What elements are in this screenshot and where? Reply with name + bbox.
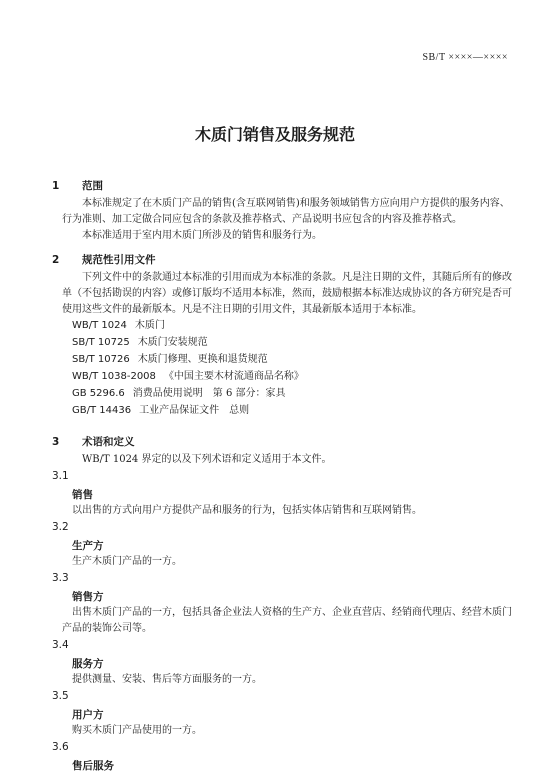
term-definition: 提供测量、安装、售后等方面服务的一方。	[72, 674, 262, 685]
reference-item	[72, 403, 249, 419]
section-title: 术语和定义	[82, 436, 135, 448]
section-3-heading	[52, 434, 135, 449]
reference-code: SB/T 10726	[72, 354, 130, 365]
reference-item	[72, 352, 268, 368]
term-name: 销售	[72, 489, 93, 501]
section-3-intro: WB/T 1024 界定的以及下列术语和定义适用于本文件。	[82, 454, 332, 465]
term-definition: 出售木质门产品的一方，包括具备企业法人资格的生产方、企业直营店、经销商代理店、经营木质门产品的装饰公司等。	[62, 607, 512, 634]
section-number: 2	[52, 254, 60, 266]
term-definition: 生产木质门产品的一方。	[72, 556, 182, 567]
term-number: 3.5	[52, 690, 69, 702]
reference-item	[72, 318, 165, 334]
section-number: 1	[52, 180, 60, 192]
section-1-heading	[52, 178, 103, 193]
reference-code: WB/T 1024	[72, 320, 127, 331]
reference-code: SB/T 10725	[72, 337, 130, 348]
reference-item	[72, 369, 304, 385]
term-definition: 以出售的方式向用户方提供产品和服务的行为，包括实体店销售和互联网销售。	[72, 505, 422, 516]
term-definition: 购买木质门产品使用的一方。	[72, 725, 202, 736]
term-name: 销售方	[72, 591, 104, 603]
reference-code: GB 5296.6	[72, 388, 125, 399]
term-name: 生产方	[72, 540, 104, 552]
reference-name: 消费品使用说明 第 6 部分：家具	[132, 388, 286, 399]
term-name: 用户方	[72, 709, 104, 721]
term-number: 3.1	[52, 470, 69, 482]
reference-name: 工业产品保证文件 总则	[139, 405, 250, 416]
reference-code: GB/T 14436	[72, 405, 132, 416]
section-1-paragraph-2: 本标准适用于室内用木质门所涉及的销售和服务行为。	[82, 230, 322, 241]
reference-item	[72, 386, 286, 402]
reference-code: WB/T 1038-2008	[72, 371, 156, 382]
reference-item	[72, 335, 208, 351]
section-title: 规范性引用文件	[82, 254, 156, 266]
reference-name: 木质门修理、更换和退货规范	[137, 354, 268, 365]
term-name: 售后服务	[72, 760, 114, 772]
reference-name: 木质门安装规范	[137, 337, 208, 348]
reference-name: 木质门	[134, 320, 165, 331]
standard-code: SB/T ××××—××××	[422, 52, 508, 63]
section-1-paragraph-1: 本标准规定了在木质门产品的销售(含互联网销售)和服务领域销售方应向用户方提供的服务内容、行为准则、加工定做合同应包含的条款及推荐格式、产品说明书应包含的内容及推荐格式。	[62, 198, 510, 225]
term-number: 3.4	[52, 639, 69, 651]
document-title: 木质门销售及服务规范	[194, 125, 355, 144]
term-number: 3.6	[52, 741, 69, 753]
section-number: 3	[52, 436, 60, 448]
term-number: 3.3	[52, 572, 69, 584]
section-2-heading	[52, 252, 156, 267]
term-number: 3.2	[52, 521, 69, 533]
section-2-intro: 下列文件中的条款通过本标准的引用而成为本标准的条款。凡是注日期的文件，其随后所有的修改单（不包括勘误的内容）或修订版均不适用本标准，然而，鼓励根据本标准达成协议的各方研究是否可使用这些文件的最新版本。凡是不注日期的引用文件，其最新版本适用于本标准。	[62, 272, 512, 315]
reference-name: 《中国主要木材流通商品名称》	[163, 371, 304, 382]
term-name: 服务方	[72, 658, 104, 670]
section-title: 范围	[82, 180, 103, 192]
